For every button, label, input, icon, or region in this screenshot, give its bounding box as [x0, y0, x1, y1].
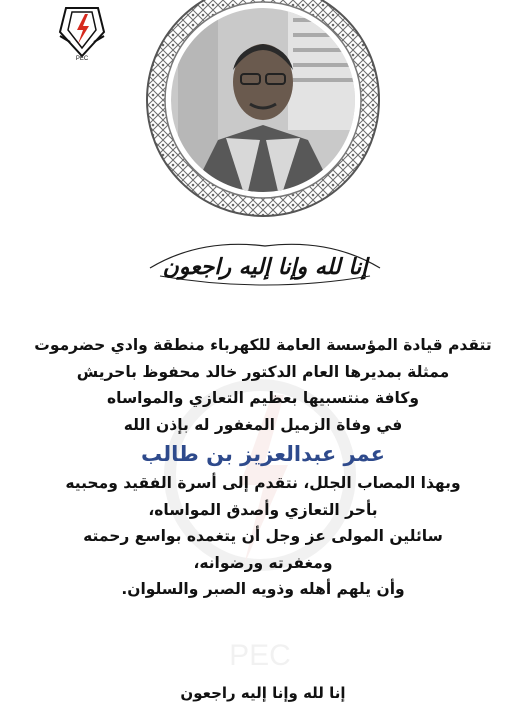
calligraphy-heading: [140, 228, 390, 298]
message-line: وأن يلهم أهله وذويه الصبر والسلوان.: [121, 580, 405, 598]
message-line: في وفاة الزميل المغفور له بإذن الله: [123, 415, 403, 434]
message-line: بأحر التعازي وأصدق المواساه،: [148, 500, 378, 519]
condolence-message: [0, 332, 526, 603]
watermark-caption: PEC: [229, 639, 291, 672]
calligraphy-text: إنا لله وإنا إليه راجعون: [162, 254, 368, 280]
message-line: ممثلة بمديرها العام الدكتور خالد محفوظ باحريش: [76, 362, 450, 381]
message-line: تتقدم قيادة المؤسسة العامة للكهرباء منطقة وادي حضرموت: [34, 336, 492, 354]
message-line: ومغفرته ورضوانه،: [193, 553, 333, 572]
logo-caption: PEC: [75, 56, 89, 62]
pec-logo: [52, 2, 112, 62]
closing-phrase: إنا لله وإنا إليه راجعون: [180, 684, 346, 702]
portrait-frame: [138, 0, 388, 226]
message-line: سائلين المولى عز وجل أن يتغمده بواسع رحمته: [83, 527, 443, 545]
message-line: وبهذا المصاب الجلل، نتقدم إلى أسرة الفقيد ومحبيه: [65, 474, 461, 492]
deceased-name: عمر عبدالعزيز بن طالب: [141, 442, 385, 466]
message-line: وكافة منتسبيها بعظيم التعازي والمواساه: [106, 389, 420, 407]
